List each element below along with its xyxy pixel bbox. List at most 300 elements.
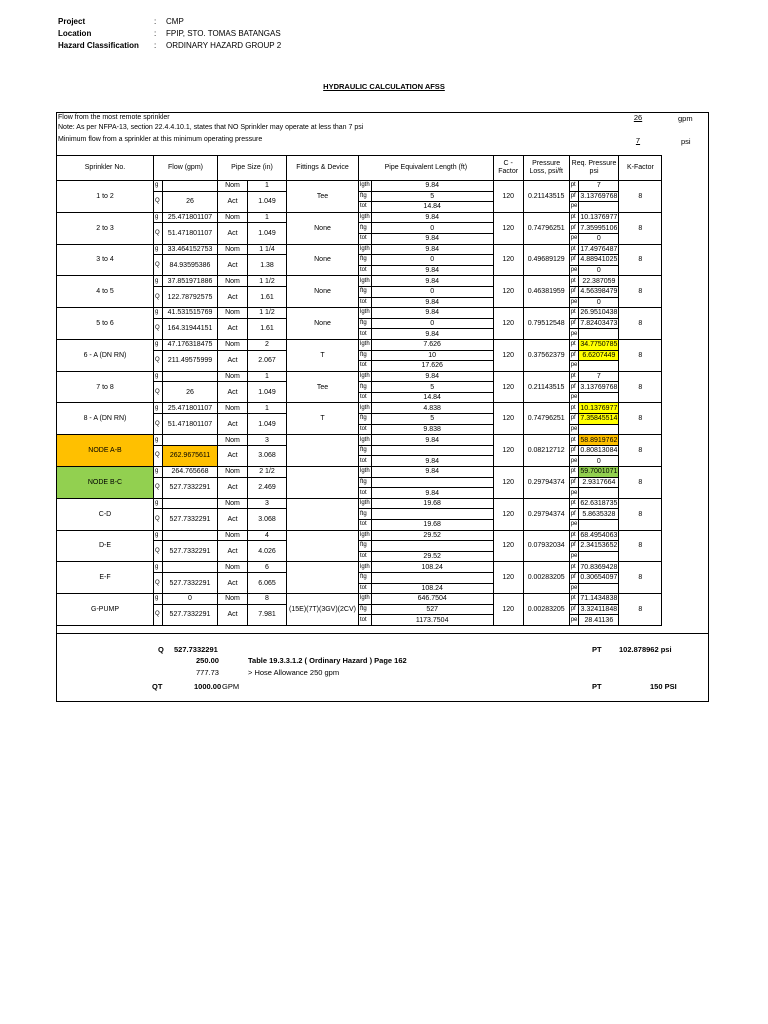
flow-g-value: 0	[163, 594, 218, 605]
flow-q-value: 26	[163, 191, 218, 212]
pressure-loss-value: 0.37562379	[523, 339, 569, 371]
ftg-label: ftg	[359, 509, 372, 520]
pt-label: pt	[569, 403, 579, 414]
c-factor-value: 120	[493, 339, 523, 371]
ftg-value: 527	[371, 604, 493, 615]
lgth-label: lgth	[359, 562, 372, 573]
fittings-value	[287, 530, 359, 562]
lgth-label: lgth	[359, 467, 372, 478]
lgth-value: 9.84	[371, 212, 493, 223]
act-value: 3.068	[248, 509, 287, 530]
flow-q-label: Q	[154, 604, 163, 625]
sprinkler-name: 4 to 5	[57, 276, 154, 308]
nom-value: 1	[248, 181, 287, 192]
pe-value	[579, 329, 619, 340]
fittings-value	[287, 467, 359, 499]
flow-q-value: 527.7332291	[163, 572, 218, 593]
table-row	[57, 467, 662, 478]
act-label: Act	[218, 286, 248, 307]
lgth-label: lgth	[359, 498, 372, 509]
flow-g-label: g	[154, 308, 163, 319]
act-label: Act	[218, 414, 248, 435]
lgth-value: 108.24	[371, 562, 493, 573]
nom-value: 8	[248, 594, 287, 605]
tot-label: tot	[359, 456, 372, 467]
tot-label: tot	[359, 615, 372, 626]
tot-value: 9.84	[371, 329, 493, 340]
c-factor-value: 120	[493, 530, 523, 562]
fittings-value	[287, 498, 359, 530]
ftg-value: 0	[371, 318, 493, 329]
lgth-value: 646.7504	[371, 594, 493, 605]
act-value: 6.065	[248, 572, 287, 593]
nom-label: Nom	[218, 562, 248, 573]
footer-value-2: 250.00	[196, 656, 219, 665]
footer-q-label: Q	[158, 645, 164, 654]
flow-g-label: g	[154, 530, 163, 541]
nom-value: 3	[248, 498, 287, 509]
sprinkler-name: NODE B-C	[57, 467, 154, 499]
lgth-label: lgth	[359, 181, 372, 192]
pf-value: 7.35995106	[580, 224, 618, 232]
flow-q-label: Q	[154, 286, 163, 307]
ftg-label: ftg	[359, 604, 372, 615]
k-factor-value: 8	[619, 339, 662, 371]
sprinkler-name: D-E	[57, 530, 154, 562]
k-factor-value: 8	[619, 498, 662, 530]
sprinkler-name: 7 to 8	[57, 371, 154, 403]
pe-value: 0	[579, 233, 619, 244]
col-fittings: Fittings & Device	[287, 156, 359, 181]
min-pressure-value: 7	[635, 136, 641, 145]
tot-label: tot	[359, 520, 372, 531]
tot-value: 9.84	[371, 488, 493, 499]
flow-q-label: Q	[154, 541, 163, 562]
table-row	[57, 562, 662, 573]
tot-value: 1173.7504	[371, 615, 493, 626]
pe-label: pe	[569, 297, 579, 308]
tot-value: 9.838	[371, 424, 493, 435]
col-k-factor: K-Factor	[619, 156, 662, 181]
tot-value: 17.626	[371, 361, 493, 372]
flow-g-label: g	[154, 403, 163, 414]
pe-value	[579, 202, 619, 213]
nom-label: Nom	[218, 530, 248, 541]
fittings-value: Tee	[287, 371, 359, 403]
table-row	[57, 435, 662, 446]
flow-q-value: 26	[163, 382, 218, 403]
pf-label: pf	[569, 414, 579, 425]
flow-q-label: Q	[154, 477, 163, 498]
ftg-label: ftg	[359, 286, 372, 297]
pt-label: pt	[569, 308, 579, 319]
flow-q-value: 262.9675611	[163, 445, 218, 466]
pt-value: 34.7750785	[580, 341, 618, 349]
pe-value	[579, 583, 619, 594]
pt-label: pt	[569, 562, 579, 573]
pt-label: pt	[569, 435, 579, 446]
fittings-value: T	[287, 339, 359, 371]
fittings-value: Tee	[287, 181, 359, 213]
act-label: Act	[218, 477, 248, 498]
k-factor-value: 8	[619, 371, 662, 403]
ftg-label: ftg	[359, 350, 372, 361]
flow-g-value	[163, 181, 218, 192]
nom-value: 1	[248, 371, 287, 382]
flow-g-value: 25.471801107	[163, 403, 218, 414]
flow-q-value: 527.7332291	[163, 477, 218, 498]
pe-label: pe	[569, 361, 579, 372]
ftg-value	[371, 572, 493, 583]
pt-label: pt	[569, 467, 579, 478]
tot-label: tot	[359, 265, 372, 276]
c-factor-value: 120	[493, 181, 523, 213]
k-factor-value: 8	[619, 244, 662, 276]
flow-q-label: Q	[154, 223, 163, 244]
ftg-value	[371, 509, 493, 520]
act-value: 1.38	[248, 255, 287, 276]
act-label: Act	[218, 223, 248, 244]
act-value: 1.049	[248, 191, 287, 212]
tot-value: 9.84	[371, 233, 493, 244]
col-req-pressure: Req. Pressure psi	[569, 156, 619, 181]
pressure-loss-value: 0.46381959	[523, 276, 569, 308]
pt-value: 22.387059	[579, 276, 619, 287]
pressure-loss-value: 0.00283205	[523, 562, 569, 594]
c-factor-value: 120	[493, 467, 523, 499]
pf-label: pf	[569, 191, 579, 202]
pt-value: 7	[579, 371, 619, 382]
k-factor-value: 8	[619, 181, 662, 213]
lgth-value: 9.84	[371, 467, 493, 478]
ftg-label: ftg	[359, 572, 372, 583]
lgth-value: 9.84	[371, 276, 493, 287]
nom-value: 2 1/2	[248, 467, 287, 478]
pt-value: 68.4954063	[580, 531, 618, 539]
k-factor-value: 8	[619, 403, 662, 435]
pt-value: 62.6318735	[580, 500, 618, 508]
flow-q-value: 122.78792575	[163, 286, 218, 307]
table-row	[57, 244, 662, 255]
min-flow-unit: gpm	[678, 114, 693, 123]
pt-label: pt	[569, 530, 579, 541]
ftg-value: 0	[371, 286, 493, 297]
tot-value: 14.84	[371, 392, 493, 403]
pe-value	[579, 488, 619, 499]
c-factor-value: 120	[493, 594, 523, 626]
ftg-label: ftg	[359, 223, 372, 234]
pt-label: pt	[569, 371, 579, 382]
pf-value: 0.80813084	[580, 447, 618, 455]
sprinkler-name: G-PUMP	[57, 594, 154, 626]
pe-label: pe	[569, 392, 579, 403]
project-value: CMP	[166, 17, 184, 26]
pressure-loss-value: 0.21143515	[523, 181, 569, 213]
pf-value: 3.13769768	[580, 383, 618, 391]
pf-label: pf	[569, 382, 579, 393]
c-factor-value: 120	[493, 435, 523, 467]
ftg-value: 5	[371, 191, 493, 202]
tot-value: 108.24	[371, 583, 493, 594]
tot-value: 9.84	[371, 265, 493, 276]
act-value: 1.61	[248, 318, 287, 339]
ftg-value: 5	[371, 414, 493, 425]
pt-value: 10.1376977	[580, 214, 618, 222]
col-pressure-loss: Pressure Loss, psi/ft	[523, 156, 569, 181]
note-line-2: Note: As per NFPA-13, section 22.4.4.10.1, states that NO Sprinkler may operate at less than 7 psi	[58, 124, 364, 131]
ftg-value	[371, 477, 493, 488]
sprinkler-name: 6 - A (DN RN)	[57, 339, 154, 371]
nom-label: Nom	[218, 498, 248, 509]
note-line-1: Flow from the most remote sprinkler	[58, 114, 170, 121]
nom-value: 4	[248, 530, 287, 541]
pf-label: pf	[569, 509, 579, 520]
flow-q-label: Q	[154, 350, 163, 371]
sprinkler-name: 5 to 6	[57, 308, 154, 340]
pe-value	[579, 520, 619, 531]
pf-label: pf	[569, 255, 579, 266]
lgth-label: lgth	[359, 594, 372, 605]
k-factor-value: 8	[619, 594, 662, 626]
tot-label: tot	[359, 202, 372, 213]
pressure-loss-value: 0.79512548	[523, 308, 569, 340]
footer-value-3: 777.73	[196, 668, 219, 677]
nom-label: Nom	[218, 467, 248, 478]
k-factor-value: 8	[619, 212, 662, 244]
flow-q-label: Q	[154, 414, 163, 435]
footer-pt2-value: 150 PSI	[650, 682, 677, 691]
footer-q-value: 527.7332291	[174, 645, 218, 654]
pf-label: pf	[569, 286, 579, 297]
act-value: 2.067	[248, 350, 287, 371]
table-row	[57, 181, 662, 192]
lgth-label: lgth	[359, 212, 372, 223]
pf-value: 4.56398479	[580, 288, 618, 296]
flow-q-label: Q	[154, 509, 163, 530]
act-label: Act	[218, 604, 248, 625]
flow-g-label: g	[154, 244, 163, 255]
ftg-label: ftg	[359, 414, 372, 425]
hazard-row	[58, 40, 358, 51]
ftg-label: ftg	[359, 445, 372, 456]
flow-g-value	[163, 435, 218, 446]
tot-label: tot	[359, 361, 372, 372]
flow-q-label: Q	[154, 255, 163, 276]
lgth-label: lgth	[359, 530, 372, 541]
tot-label: tot	[359, 488, 372, 499]
flow-g-label: g	[154, 371, 163, 382]
pf-value: 7.35845514	[580, 415, 618, 423]
lgth-label: lgth	[359, 403, 372, 414]
nom-value: 1	[248, 403, 287, 414]
hazard-value: ORDINARY HAZARD GROUP 2	[166, 41, 282, 50]
footer-pt-label: PT	[592, 645, 602, 654]
act-value: 3.068	[248, 445, 287, 466]
pf-value: 5.8635328	[579, 509, 619, 520]
pressure-loss-value: 0.74796251	[523, 212, 569, 244]
lgth-label: lgth	[359, 435, 372, 446]
table-header-row	[57, 156, 662, 181]
nom-label: Nom	[218, 212, 248, 223]
act-value: 1.61	[248, 286, 287, 307]
flow-q-value: 51.471801107	[163, 223, 218, 244]
fittings-value	[287, 562, 359, 594]
pe-value	[579, 551, 619, 562]
pe-label: pe	[569, 583, 579, 594]
nom-value: 2	[248, 339, 287, 350]
pt-label: pt	[569, 276, 579, 287]
flow-g-label: g	[154, 594, 163, 605]
location-row	[58, 28, 358, 39]
flow-g-value: 25.471801107	[163, 212, 218, 223]
c-factor-value: 120	[493, 562, 523, 594]
table-row	[57, 403, 662, 414]
flow-g-value: 41.531515769	[163, 308, 218, 319]
pf-label: pf	[569, 541, 579, 552]
lgth-value: 29.52	[371, 530, 493, 541]
act-label: Act	[218, 509, 248, 530]
pf-label: pf	[569, 318, 579, 329]
flow-g-label: g	[154, 467, 163, 478]
act-label: Act	[218, 350, 248, 371]
fittings-value	[287, 435, 359, 467]
k-factor-value: 8	[619, 308, 662, 340]
flow-q-label: Q	[154, 191, 163, 212]
flow-g-value: 33.464152753	[163, 244, 218, 255]
nom-value: 1 1/4	[248, 244, 287, 255]
flow-g-label: g	[154, 435, 163, 446]
sprinkler-name: C-D	[57, 498, 154, 530]
pe-label: pe	[569, 233, 579, 244]
k-factor-value: 8	[619, 562, 662, 594]
flow-q-value: 51.471801107	[163, 414, 218, 435]
col-equiv-length: Pipe Equivalent Length (ft)	[359, 156, 494, 181]
ftg-label: ftg	[359, 318, 372, 329]
flow-g-label: g	[154, 276, 163, 287]
act-label: Act	[218, 382, 248, 403]
flow-g-value	[163, 562, 218, 573]
k-factor-value: 8	[619, 467, 662, 499]
project-label: Project	[58, 17, 86, 26]
pf-value: 7.82403473	[580, 320, 618, 328]
lgth-value: 9.84	[371, 308, 493, 319]
lgth-value: 9.84	[371, 181, 493, 192]
ftg-label: ftg	[359, 255, 372, 266]
flow-q-value: 527.7332291	[163, 509, 218, 530]
pt-label: pt	[569, 212, 579, 223]
flow-q-value: 164.31944151	[163, 318, 218, 339]
pf-value: 2.9317664	[579, 477, 619, 488]
lgth-label: lgth	[359, 244, 372, 255]
ftg-label: ftg	[359, 382, 372, 393]
tot-label: tot	[359, 583, 372, 594]
pt-value: 26.9510438	[580, 309, 618, 317]
nom-label: Nom	[218, 181, 248, 192]
ftg-value: 5	[371, 382, 493, 393]
nom-value: 3	[248, 435, 287, 446]
colon: :	[154, 41, 157, 50]
pe-value: 0	[579, 456, 619, 467]
tot-label: tot	[359, 329, 372, 340]
c-factor-value: 120	[493, 276, 523, 308]
pf-label: pf	[569, 445, 579, 456]
table-row	[57, 308, 662, 319]
nom-value: 1 1/2	[248, 276, 287, 287]
flow-g-value: 37.851971886	[163, 276, 218, 287]
pt-value: 58.8919762	[580, 436, 618, 444]
nom-label: Nom	[218, 339, 248, 350]
pf-label: pf	[569, 572, 579, 583]
nom-label: Nom	[218, 308, 248, 319]
nom-value: 1	[248, 212, 287, 223]
table-row	[57, 498, 662, 509]
hose-allowance: > Hose Allowance 250 gpm	[248, 668, 340, 677]
pt-value: 59.7001071	[580, 468, 618, 476]
tot-label: tot	[359, 233, 372, 244]
lgth-value: 9.84	[371, 371, 493, 382]
col-c-factor: C - Factor	[493, 156, 523, 181]
col-flow: Flow (gpm)	[154, 156, 218, 181]
pt-value: 10.1376977	[580, 404, 618, 412]
note-line-3: Minimum flow from a sprinkler at this minimum operating pressure	[58, 136, 263, 143]
ftg-label: ftg	[359, 477, 372, 488]
pressure-loss-value: 0.29794374	[523, 498, 569, 530]
pressure-loss-value: 0.49689129	[523, 244, 569, 276]
nom-label: Nom	[218, 435, 248, 446]
pf-value: 3.32411848	[580, 606, 618, 614]
pressure-loss-value: 0.07932034	[523, 530, 569, 562]
fittings-value: (15E)(7T)(3GV)(2CV)	[287, 594, 359, 626]
flow-g-value	[163, 371, 218, 382]
table-row	[57, 371, 662, 382]
lgth-value: 4.838	[371, 403, 493, 414]
pf-value: 4.88941025	[580, 256, 618, 264]
pt-value: 7	[579, 181, 619, 192]
pressure-loss-value: 0.21143515	[523, 371, 569, 403]
pressure-loss-value: 0.74796251	[523, 403, 569, 435]
pt-label: pt	[569, 244, 579, 255]
act-label: Act	[218, 318, 248, 339]
lgth-label: lgth	[359, 308, 372, 319]
flow-g-label: g	[154, 181, 163, 192]
pf-value: 3.13769768	[580, 192, 618, 200]
project-header	[58, 16, 358, 52]
pf-label: pf	[569, 223, 579, 234]
table-row	[57, 530, 662, 541]
c-factor-value: 120	[493, 498, 523, 530]
pe-label: pe	[569, 456, 579, 467]
ftg-label: ftg	[359, 541, 372, 552]
act-value: 7.981	[248, 604, 287, 625]
k-factor-value: 8	[619, 276, 662, 308]
fittings-value: T	[287, 403, 359, 435]
tot-value: 29.52	[371, 551, 493, 562]
lgth-label: lgth	[359, 339, 372, 350]
tot-value: 9.84	[371, 297, 493, 308]
fittings-value: None	[287, 244, 359, 276]
pe-label: pe	[569, 520, 579, 531]
pressure-loss-value: 0.08212712	[523, 435, 569, 467]
footer-qt-label: QT	[152, 682, 163, 691]
table-row	[57, 212, 662, 223]
hazard-label: Hazard Classification	[58, 41, 139, 50]
flow-g-label: g	[154, 212, 163, 223]
act-value: 2.469	[248, 477, 287, 498]
act-label: Act	[218, 572, 248, 593]
tot-value: 9.84	[371, 456, 493, 467]
pe-label: pe	[569, 551, 579, 562]
min-flow-value: 26	[633, 113, 643, 122]
